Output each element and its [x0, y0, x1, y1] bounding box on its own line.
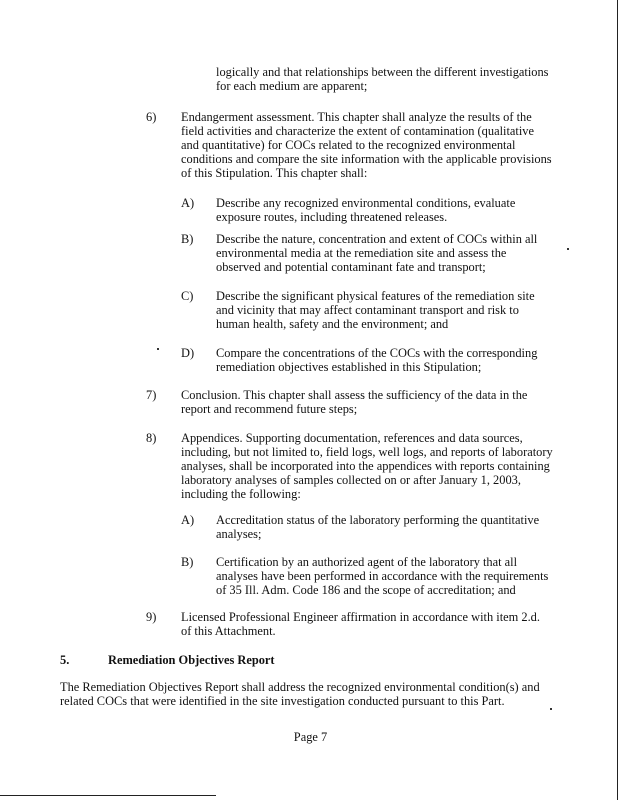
scan-speck [550, 708, 552, 710]
sub-item-label: B) [181, 555, 194, 569]
text-line: Describe any recognized environmental conditions, evaluate [216, 196, 516, 210]
sub-item-label: B) [181, 232, 194, 246]
text-line: environmental media at the remediation site and assess the [216, 246, 507, 260]
sub-item-label: C) [181, 289, 194, 303]
page-edge-right [617, 0, 618, 800]
page-edge-bottom [0, 795, 216, 796]
sub-item-label: A) [181, 513, 195, 527]
text-line: analyses have been performed in accordance with the requirements [216, 569, 549, 583]
text-line: Endangerment assessment. This chapter shall analyze the results of the [181, 110, 532, 124]
text-line: Certification by an authorized agent of the laboratory that all [216, 555, 518, 569]
text-line: Licensed Professional Engineer affirmation in accordance with item 2.d. [181, 610, 540, 624]
text-line: for each medium are apparent; [216, 79, 368, 93]
text-line: logically and that relationships between the different investigations [216, 65, 549, 79]
text-line: report and recommend future steps; [181, 402, 358, 416]
text-line: including the following: [181, 487, 301, 501]
text-line: including, but not limited to, field logs, well logs, and reports of laboratory [181, 445, 553, 459]
text-line: Describe the significant physical features of the remediation site [216, 289, 535, 303]
text-line: Compare the concentrations of the COCs with the corresponding [216, 346, 538, 360]
scan-speck [157, 348, 159, 350]
item-number: 7) [146, 388, 157, 402]
page-number: Page 7 [293, 730, 328, 744]
sub-item-label: A) [181, 196, 195, 210]
item-number: 8) [146, 431, 157, 445]
text-line: analyses, shall be incorporated into the appendices with reports containing [181, 459, 550, 473]
text-line: analyses; [216, 527, 262, 541]
sub-item-label: D) [181, 346, 195, 360]
text-line: remediation objectives established in this Stipulation; [216, 360, 482, 374]
text-line: exposure routes, including threatened releases. [216, 210, 448, 224]
text-line: field activities and characterize the extent of contamination (qualitative [181, 124, 534, 138]
text-line: conditions and compare the site information with the applicable provisions [181, 152, 552, 166]
text-line: The Remediation Objectives Report shall address the recognized environmental condition(s) and [60, 680, 540, 694]
text-line: and vicinity that may affect contaminant transport and risk to [216, 303, 519, 317]
text-line: of this Attachment. [181, 624, 276, 638]
item-number: 9) [146, 610, 157, 624]
scan-speck [567, 248, 569, 250]
text-line: Conclusion. This chapter shall assess the sufficiency of the data in the [181, 388, 528, 402]
text-line: Appendices. Supporting documentation, references and data sources, [181, 431, 523, 445]
text-line: human health, safety and the environment; and [216, 317, 449, 331]
text-line: and quantitative) for COCs related to the recognized environmental [181, 138, 516, 152]
text-line: Accreditation status of the laboratory performing the quantitative [216, 513, 540, 527]
text-line: laboratory analyses of samples collected on or after January 1, 2003, [181, 473, 521, 487]
section-heading: Remediation Objectives Report [108, 653, 275, 667]
text-line: observed and potential contaminant fate and transport; [216, 260, 486, 274]
text-line: Describe the nature, concentration and extent of COCs within all [216, 232, 538, 246]
text-line: of 35 Ill. Adm. Code 186 and the scope of accreditation; and [216, 583, 516, 597]
section-number: 5. [60, 653, 70, 667]
text-line: of this Stipulation. This chapter shall: [181, 166, 368, 180]
text-line: related COCs that were identified in the site investigation conducted pursuant to this Part. [60, 694, 505, 708]
item-number: 6) [146, 110, 157, 124]
